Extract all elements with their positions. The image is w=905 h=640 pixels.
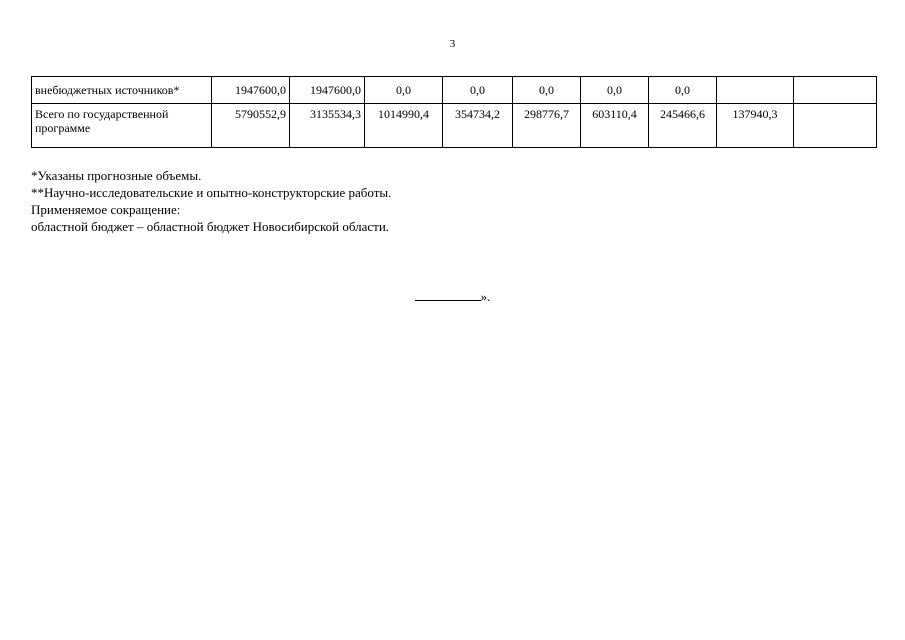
- table-cell: 0,0: [365, 77, 443, 104]
- row-label: Всего по государственной программе: [32, 104, 212, 148]
- table-cell: 298776,7: [513, 104, 581, 148]
- budget-table: [31, 76, 877, 148]
- table-cell: 0,0: [513, 77, 581, 104]
- table-cell: 0,0: [443, 77, 513, 104]
- footnote-forecast: *Указаны прогнозные объемы.: [31, 168, 202, 183]
- table-cell: 354734,2: [443, 104, 513, 148]
- table-cell: 137940,3: [717, 104, 794, 148]
- table-cell: 603110,4: [581, 104, 649, 148]
- table-cell: 1947600,0: [212, 77, 290, 104]
- footnote-rnd: **Научно-исследовательские и опытно-конструкторские работы.: [31, 185, 392, 200]
- footnotes: [31, 167, 391, 235]
- abbreviation-heading: Применяемое сокращение:: [31, 202, 181, 217]
- abbreviation-definition: областной бюджет – областной бюджет Новосибирской области.: [31, 219, 390, 234]
- table-cell: [717, 77, 794, 104]
- closing-quote: ».: [480, 289, 491, 304]
- closing-line: [0, 288, 905, 305]
- table-cell: [794, 77, 877, 104]
- table-cell: 0,0: [581, 77, 649, 104]
- table-cell: 1014990,4: [365, 104, 443, 148]
- signature-blank: [415, 288, 481, 301]
- table-cell: 245466,6: [649, 104, 717, 148]
- page-number: 3: [449, 38, 456, 50]
- table-row: [32, 77, 877, 104]
- table-cell: 1947600,0: [290, 77, 365, 104]
- table-cell: 3135534,3: [290, 104, 365, 148]
- table-cell: [794, 104, 877, 148]
- table-cell: 0,0: [649, 77, 717, 104]
- table-row: [32, 104, 877, 148]
- row-label: внебюджетных источников*: [32, 77, 212, 104]
- table-cell: 5790552,9: [212, 104, 290, 148]
